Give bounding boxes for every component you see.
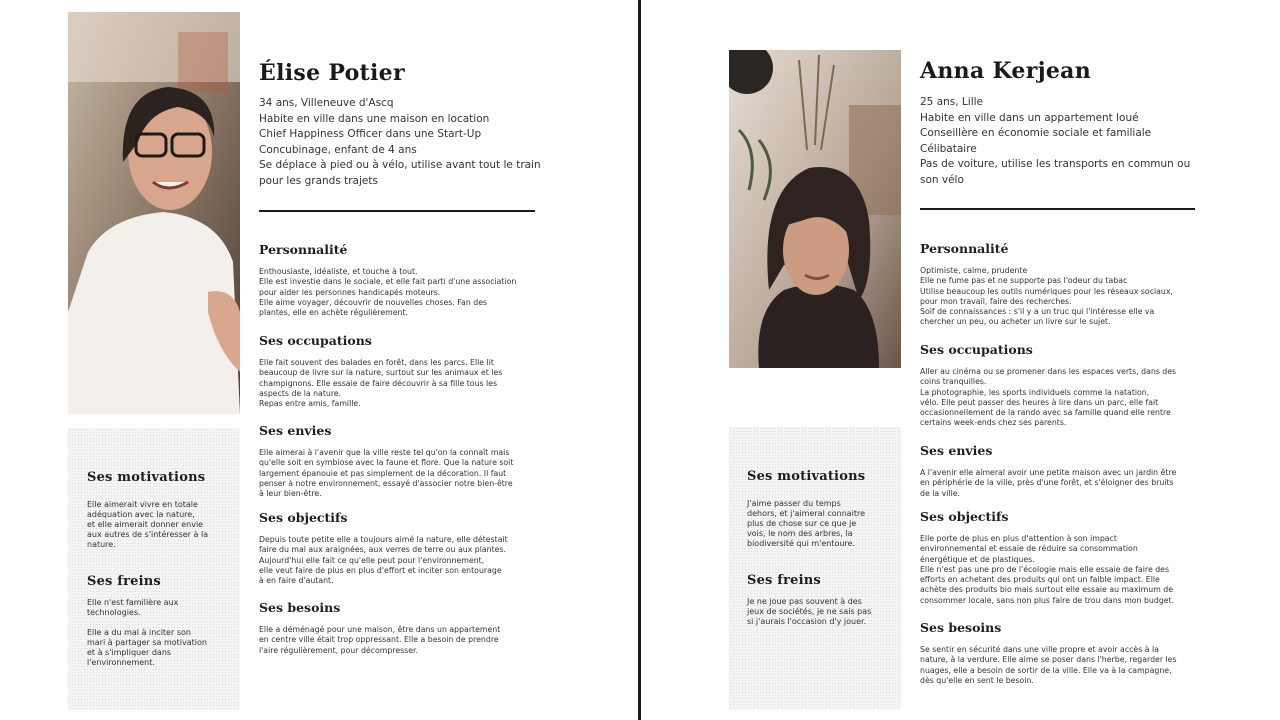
side-panel-elise — [68, 428, 240, 710]
persona-card-elise — [0, 0, 638, 720]
section-occupations — [920, 342, 1220, 429]
motivations-text: Elle aimerait vivre en totale adéquation avec la nature, et elle aimerait donner envie aux autres de s'intéresser à la nature. — [87, 500, 209, 549]
freins-title: Ses freins — [87, 574, 161, 589]
section-text: Se sentir en sécurité dans une ville propre et avoir accès à la nature, à la verdure. Elle aime se poser dans l'herbe, regarder les nuages, elle a besoin de sortir de la ville. Elle va à la campagne, dès qu'elle en sent le besoin. — [920, 645, 1177, 685]
section-title: Ses objectifs — [920, 509, 1009, 524]
info-line: Habite en ville dans une maison en location — [259, 112, 490, 125]
motivations-title: Ses motivations — [87, 470, 206, 485]
portrait-photo-elise — [68, 12, 240, 414]
section-title: Personnalité — [259, 242, 348, 257]
info-line: Chief Happiness Officer dans une Start-Up — [259, 128, 482, 140]
section-text: Aller au cinéma ou se promener dans les espaces verts, dans des coins tranquilles. La photographie, les sports individuels comme la natation, vélo. Elle peut passer des heures à lire dans un parc, elle fait occasionnellement de la rando avec sa famille quand elle rentre certains week-ends chez ses parents. — [920, 367, 1177, 428]
section-objectifs — [920, 509, 1220, 606]
section-personnalite — [920, 241, 1220, 328]
section-title: Ses envies — [920, 443, 993, 458]
freins-text: Je ne joue pas souvent à des jeux de sociétés, je ne sais pas si j'aurais l'occasion d'y jouer. — [747, 597, 872, 626]
motivations-text: J'aime passer du temps dehors, et j'aimeral connaitre plus de chose sur ce que je vois, le nom des arbres, la biodiversité qui m'entoure. — [747, 499, 866, 548]
section-besoins — [259, 600, 549, 656]
section-objectifs — [259, 510, 549, 586]
section-occupations — [259, 333, 549, 409]
section-title: Ses besoins — [920, 620, 1002, 635]
info-line: son vélo — [920, 173, 964, 186]
section-text: Elle aimerai à l'avenir que la ville reste tel qu'on la connaît mais qu'elle soit en symbiose avec la faune et flore. Que la nature soit largement épanouie et pas simplement de la décoration. Il faut penser à notre environnement, essayé d'associer notre bien-être à leur bien-être. — [259, 448, 514, 499]
motivations-title: Ses motivations — [747, 469, 866, 484]
section-envies — [920, 443, 1220, 499]
section-divider — [920, 208, 1195, 210]
freins-title: Ses freins — [747, 573, 821, 588]
section-text: Optimiste, calme, prudente Elle ne fume pas et ne supporte pas l'odeur du tabac Utilise beaucoup les outils numériques pour les réseaux sociaux, pour mon travail, faire des recherches. Soif de connaissances : s'il y a un truc qui l'intéresse elle va chercher un peu, ou acheter un livre sur le sujet. — [920, 266, 1173, 327]
section-text: Elle a déménagé pour une maison, être dans un appartement en centre ville était trop oppressant. Elle a besoin de prendre l'aire régulièrement, pour décompresser. — [259, 625, 501, 655]
section-title: Ses envies — [259, 423, 332, 438]
portrait-image — [68, 12, 240, 414]
info-line: Conseillère en économie sociale et familiale — [920, 127, 1152, 139]
persona-name: Anna Kerjean — [920, 58, 1092, 84]
persona-card-anna — [641, 0, 1280, 720]
section-title: Ses occupations — [920, 342, 1033, 357]
section-title: Personnalité — [920, 241, 1009, 256]
section-personnalite — [259, 242, 549, 318]
persona-name: Élise Potier — [259, 60, 405, 86]
info-line: Habite en ville dans un appartement loué — [920, 111, 1139, 124]
side-panel-anna — [729, 427, 901, 710]
persona-info — [920, 95, 1190, 188]
info-line: pour les grands trajets — [259, 174, 378, 187]
section-title: Ses besoins — [259, 600, 341, 615]
section-besoins — [920, 620, 1220, 686]
section-text: A l'avenir elle aimeral avoir une petite maison avec un jardin être en périphérie de la ville, près d'une forêt, et s'éloigner des bruits de la ville. — [920, 468, 1177, 498]
section-title: Ses objectifs — [259, 510, 348, 525]
info-line: Pas de voiture, utilise les transports en commun ou — [920, 158, 1191, 170]
info-line: 25 ans, Lille — [920, 96, 983, 108]
section-text: Depuis toute petite elle a toujours aimé la nature, elle détestait faire du mal aux araignées, aux verres de terre ou aux plantes. Aujourd'hui elle fait ce qu'elle peut pour l'environnement, elle veut faire de plus en plus d'effort et inciter son entourage à en faire d'autant. — [259, 535, 508, 586]
persona-info — [259, 96, 541, 189]
portrait-photo-anna — [729, 50, 901, 368]
freins-text: Elle n'est familière aux technologies. Elle a du mal à inciter son mari à partager sa motivation et à s'impliquer dans l'environnement. — [87, 598, 207, 667]
info-line: Célibataire — [920, 142, 977, 155]
info-line: Se déplace à pied ou à vélo, utilise avant tout le train — [259, 159, 541, 171]
section-title: Ses occupations — [259, 333, 372, 348]
section-text: Elle porte de plus en plus d'attention à son impact environnemental et essaie de réduire sa consommation énergétique et de plastiques. Elle n'est pas une pro de l'écologie mais elle essaie de faire des efforts en achetant des produits qui ont un faible impact. Elle achète des produits bio mais surtout elle essaie au maximum de consommer locale, sans non plus faire de trou dans mon budget. — [920, 534, 1175, 605]
section-divider — [259, 210, 535, 212]
section-envies — [259, 423, 549, 499]
section-text: Elle fait souvent des balades en forêt, dans les parcs. Elle lit beaucoup de livre sur la nature, surtout sur les animaux et les champignons. Elle essaie de faire découvrir à sa fille tous les aspects de la nature. Repas entre amis, famille. — [259, 358, 503, 409]
section-text: Enthousiaste, idéaliste, et touche à tout. Elle est investie dans le sociale, et elle fait parti d'une association pour aider les personnes handicapés moteurs. Elle aime voyager, découvrir de nouvelles choses. Fan des plantes, elle en achète régulièrement. — [259, 267, 517, 318]
info-line: Concubinage, enfant de 4 ans — [259, 143, 417, 156]
portrait-image — [729, 50, 901, 368]
info-line: 34 ans, Villeneuve d'Ascq — [259, 97, 394, 109]
